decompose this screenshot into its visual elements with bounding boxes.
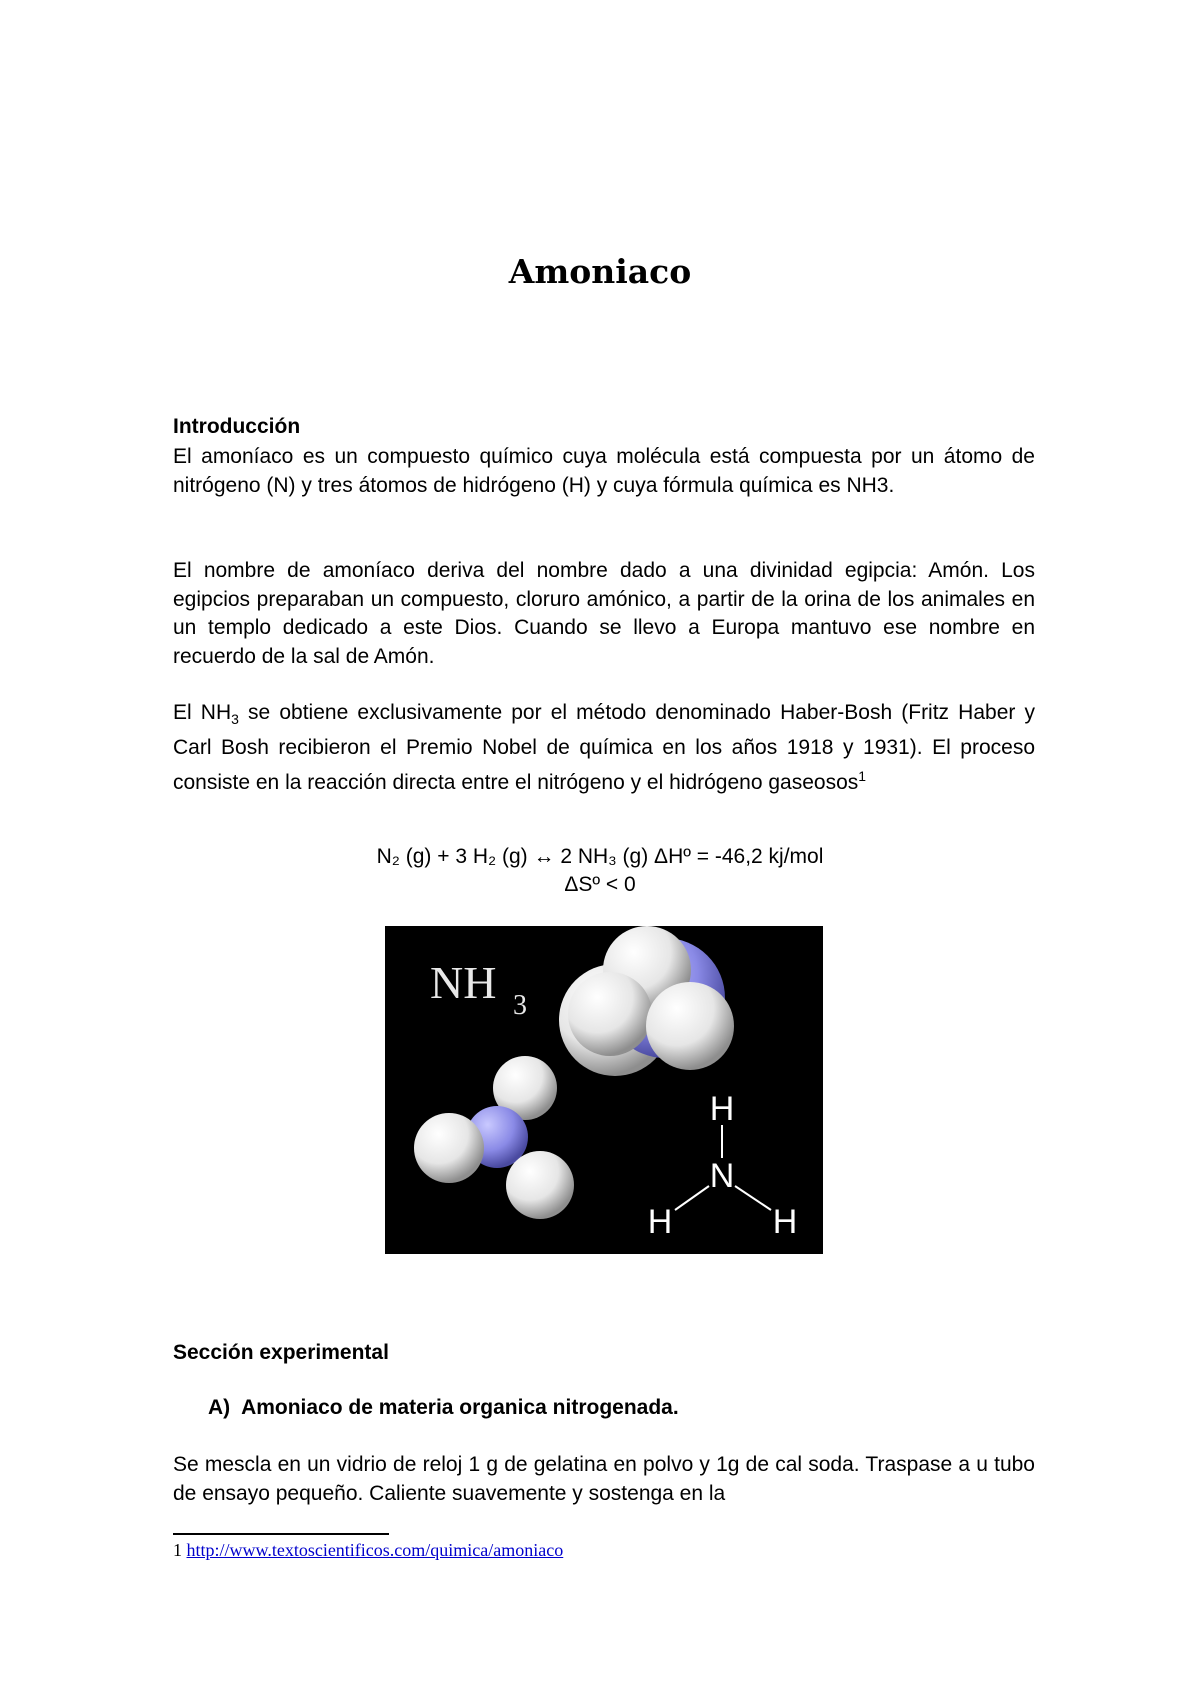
diagram-bond-right (735, 1186, 771, 1210)
formula-subscript: 3 (513, 990, 527, 1021)
p3-subscript: 3 (231, 711, 239, 728)
footnote-separator (173, 1533, 389, 1535)
page-title: Amoniaco (508, 252, 692, 291)
equation-line-1: N₂ (g) + 3 H₂ (g) ↔ 2 NH₃ (g) ΔHº = -46,2 kj/mol (376, 845, 824, 868)
intro-paragraph-3 (173, 699, 1035, 798)
diagram-bond-left (675, 1186, 709, 1210)
diagram-n-center: N (709, 1157, 735, 1195)
footnote-number: 1 (173, 1540, 182, 1560)
space-fill-hydrogen-right (646, 982, 734, 1070)
ball-hydrogen-right (506, 1151, 574, 1219)
ball-hydrogen-left (414, 1113, 484, 1183)
formula-label: NH (430, 957, 497, 1008)
subsection-a-title: Amoniaco de materia organica nitrogenada. (241, 1396, 679, 1419)
ammonia-molecule-figure (385, 926, 823, 1254)
footnote-marker[interactable]: 1 (858, 768, 867, 785)
experimental-heading: Sección experimental (173, 1341, 389, 1364)
intro-paragraph-2: El nombre de amoníaco deriva del nombre dado a una divinidad egipcia: Amón. Los egipcios preparaban un compuesto, cloruro amónico, a partir de la orina de los animales en un templo dedicado a este Dios. Cuando se llevo a Europa mantuvo ese nombre en recuerdo de la sal de Amón. (173, 559, 1035, 668)
intro-paragraph-1: El amoníaco es un compuesto químico cuya molécula está compuesta por un átomo de nitrógeno (N) y tres átomos de hidrógeno (H) y cuya fórmula química es NH3. (173, 445, 1035, 497)
equation-line-2: ΔSº < 0 (564, 873, 636, 896)
footnote (173, 1540, 563, 1561)
intro-heading: Introducción (173, 415, 301, 438)
footnote-link[interactable]: http://www.textoscientificos.com/quimica/amoniaco (186, 1540, 564, 1560)
diagram-h-left: H (647, 1203, 673, 1241)
p3-text-before: El NH (173, 701, 232, 724)
ammonia-molecule-illustration (385, 926, 823, 1254)
diagram-h-right: H (772, 1203, 798, 1241)
experimental-paragraph: Se mescla en un vidrio de reloj 1 g de gelatina en polvo y 1g de cal soda. Traspase a u tubo de ensayo pequeño. Caliente suavemente y sostenga en la (173, 1453, 1035, 1505)
diagram-h-top: H (709, 1090, 735, 1128)
space-fill-hydrogen-left (568, 972, 652, 1056)
subsection-a-label: A) (208, 1396, 231, 1419)
p3-text-after: se obtiene exclusivamente por el método denominado Haber-Bosh (Fritz Haber y Carl Bosh recibieron el Premio Nobel de química en los años 1918 y 1931). El proceso consiste en la reacción directa entre el nitrógeno y el hidrógeno gaseosos (173, 701, 1036, 795)
subsection-a-heading (208, 1396, 679, 1420)
